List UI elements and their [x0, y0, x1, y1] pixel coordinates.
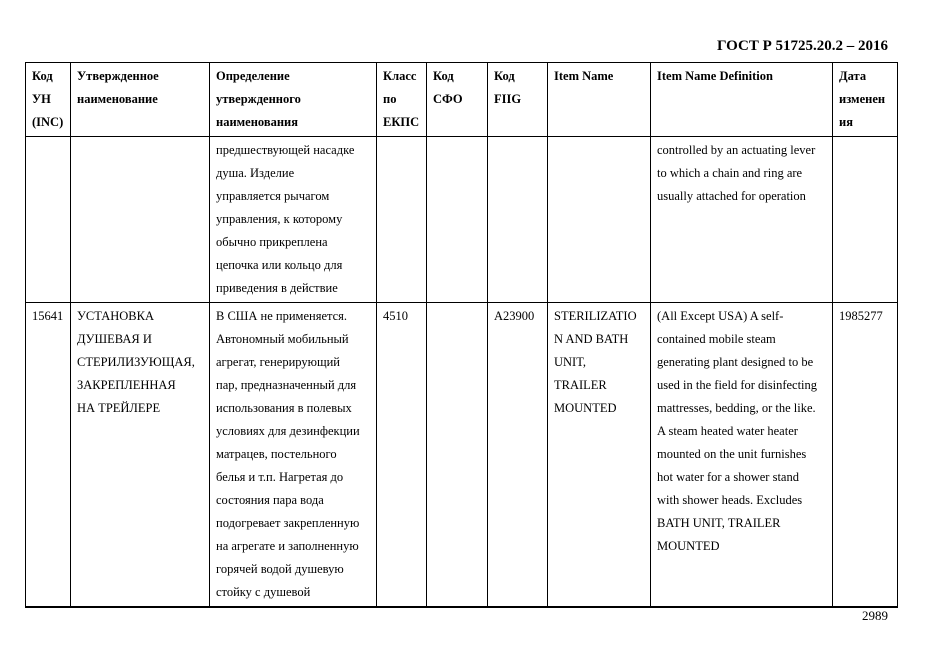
cell-code-fiig	[488, 137, 548, 303]
cell-inc	[26, 137, 71, 303]
cell-item-name: STERILIZATIO N AND BATH UNIT, TRAILER MOUNTED	[548, 303, 651, 608]
cell-item-name	[548, 137, 651, 303]
col-header-item-name: Item Name	[548, 63, 651, 137]
col-header-code-sfo: Код СФО	[427, 63, 488, 137]
cell-inc: 15641	[26, 303, 71, 608]
col-header-date-changed: Дата изменен ия	[833, 63, 898, 137]
cell-definition-ru: предшествующей насадке душа. Изделие управляется рычагом управления, к которому обычно прикреплена цепочка или кольцо для приведения в действие	[210, 137, 377, 303]
table-header-row	[26, 63, 898, 137]
col-header-class-ekps: Класс по ЕКПС	[377, 63, 427, 137]
cell-code-sfo	[427, 303, 488, 608]
col-header-code-fiig: Код FIIG	[488, 63, 548, 137]
cell-date-changed	[833, 137, 898, 303]
col-header-item-name-definition: Item Name Definition	[651, 63, 833, 137]
catalog-table	[25, 62, 898, 608]
col-header-inc: Код УН (INC)	[26, 63, 71, 137]
table-row	[26, 137, 898, 303]
cell-code-sfo	[427, 137, 488, 303]
cell-item-name-definition: (All Except USA) A self- contained mobile steam generating plant designed to be used in the field for disinfecting mattresses, bedding, or the like. A steam heated water heater mounted on the unit furnishes hot water for a shower stand with shower heads. Excludes BATH UNIT, TRAILER MOUNTED	[651, 303, 833, 608]
cell-date-changed: 1985277	[833, 303, 898, 608]
cell-name-ru: УСТАНОВКА ДУШЕВАЯ И СТЕРИЛИЗУЮЩАЯ, ЗАКРЕПЛЕННАЯ НА ТРЕЙЛЕРЕ	[71, 303, 210, 608]
cell-name-ru	[71, 137, 210, 303]
cell-item-name-definition: controlled by an actuating lever to which a chain and ring are usually attached for operation	[651, 137, 833, 303]
cell-definition-ru: В США не применяется. Автономный мобильный агрегат, генерирующий пар, предназначенный для использования в полевых условиях для дезинфекции матрацев, постельного белья и т.п. Нагретая до состояния пара вода подогревает закрепленную на агрегате и заполненную горячей водой душевую стойку с душевой	[210, 303, 377, 608]
cell-class-ekps: 4510	[377, 303, 427, 608]
col-header-name-ru: Утвержденное наименование	[71, 63, 210, 137]
page-number: 2989	[862, 608, 888, 623]
document-code: ГОСТ Р 51725.20.2 – 2016	[716, 38, 888, 54]
col-header-definition-ru: Определение утвержденного наименования	[210, 63, 377, 137]
cell-code-fiig: A23900	[488, 303, 548, 608]
cell-class-ekps	[377, 137, 427, 303]
table-row	[26, 303, 898, 608]
